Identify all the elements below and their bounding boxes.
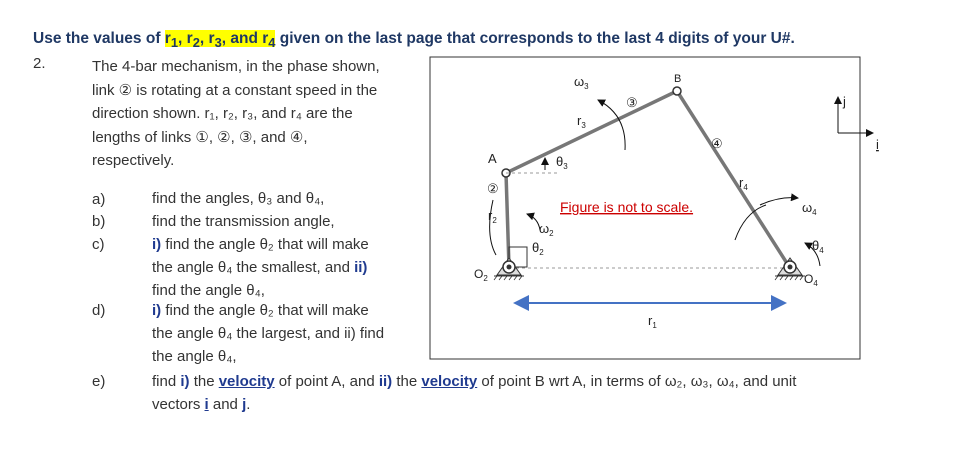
label-A: A [488, 151, 497, 166]
item-a-text: find the angles, θ₃ and θ₄, [152, 190, 325, 207]
item-c-label: c) [92, 236, 105, 253]
link2-circle-label: ② [487, 181, 499, 196]
header-prefix: Use the values of [33, 30, 165, 47]
label-r3: $r_3$ [577, 113, 586, 130]
header-suffix: given on the last page that corresponds to the last 4 digits of your U#. [275, 30, 795, 47]
pivot-O4 [775, 258, 805, 280]
item-e-text: find i) the velocity of point A, and ii) the velocity of point B wrt A, in terms of ω₂, ω₃, ω₄, and unit vectors i and j. [152, 373, 797, 413]
label-w4: $\omega_4$ [802, 200, 817, 217]
link3-circle-label: ③ [626, 95, 638, 110]
header-highlight: $r_1$, $r_2$, $r_3$, and $r_4$ [164, 30, 276, 51]
item-e-label: e) [92, 373, 106, 390]
link-4 [677, 91, 790, 268]
link4-circle-label: ④ [711, 136, 723, 151]
label-theta2: $\theta_2$ [532, 240, 544, 257]
label-r2: $r_2$ [488, 208, 497, 225]
item-a-label: a) [92, 191, 106, 208]
label-O4: $O_4$ [804, 272, 818, 288]
label-r1: $r_1$ [648, 313, 657, 330]
w4-arrow [760, 198, 798, 205]
item-b-text: find the transmission angle, [152, 213, 335, 230]
item-b-label: b) [92, 213, 106, 230]
axis-i-label: i [876, 137, 879, 152]
intro-line-4: lengths of links ①, ②, ③, and ④, [92, 128, 308, 146]
figure-note: Figure is not to scale. [560, 199, 694, 215]
question-number: 2. [33, 55, 46, 72]
item-d-text: i) find the angle θ₂ that will make the angle θ₄ the largest, and ii) find the angle θ₄, [152, 302, 385, 365]
label-B: B [674, 73, 682, 85]
axis-j-label: j [843, 94, 846, 109]
intro-line-1: The 4-bar mechanism, in the phase shown, [92, 58, 380, 75]
intro-line-3: direction shown. r₁, r₂, r₃, and r₄ are the [92, 105, 353, 122]
label-O2: $O_2$ [474, 267, 488, 283]
label-theta4: $\theta_4$ [812, 238, 824, 255]
label-w3: $\omega_3$ [574, 74, 589, 91]
item-d-label: d) [92, 302, 106, 319]
intro-line-2: link ② is rotating at a constant speed in the [92, 81, 378, 99]
label-theta3: $\theta_3$ [556, 154, 568, 171]
link-3 [506, 91, 677, 173]
label-r4: $r_4$ [739, 175, 748, 192]
joint-B [673, 87, 681, 95]
item-c-text: i) find the angle θ₂ that will make the angle θ₄ the smallest, and ii) find the angle θ₄, [152, 236, 369, 299]
pivot-O2 [494, 258, 524, 280]
label-w2: $\omega_2$ [539, 221, 554, 238]
intro-line-5: respectively. [92, 152, 175, 169]
